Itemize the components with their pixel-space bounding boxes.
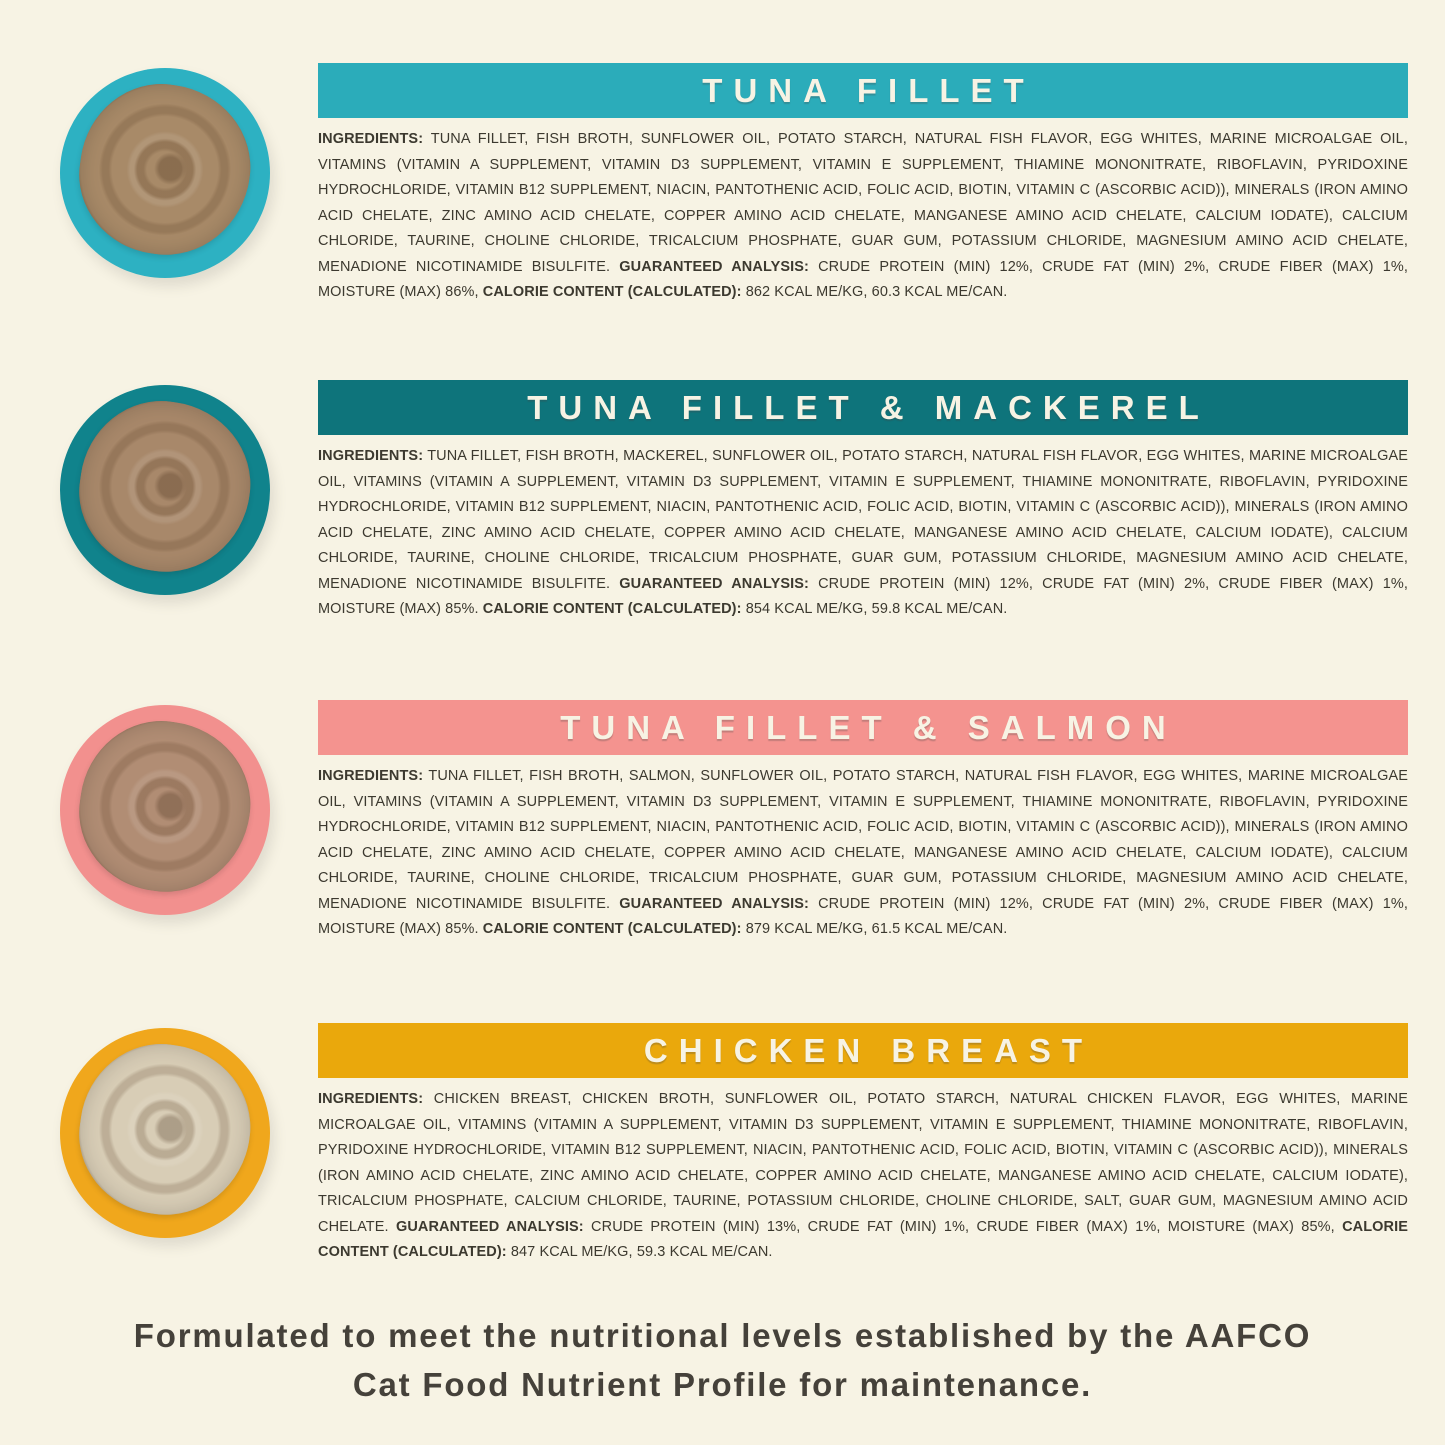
ingredients-text: TUNA FILLET, FISH BROTH, MACKEREL, SUNFLOWER OIL, POTATO STARCH, NATURAL FISH FLAVOR, EGG WHITES, MARINE MICROALGAE OIL, VITAMINS (VITAMIN A SUPPLEMENT, VITAMIN D3 SUPPLEMENT, VITAMIN E SUPPLEMENT, THIAMINE MONONITRATE, RIBOFLAVIN, PYRIDOXINE HYDROCHLORIDE, VITAMIN B12 SUPPLEMENT, NIACIN, PANTOTHENIC ACID, FOLIC ACID, BIOTIN, VITAMIN C (ASCORBIC ACID)), MINERALS (IRON AMINO ACID CHELATE, ZINC AMINO ACID CHELATE, COPPER AMINO ACID CHELATE, MANGANESE AMINO ACID CHELATE, CALCIUM IODATE), CALCIUM CHLORIDE, TAURINE, CHOLINE CHLORIDE, TRICALCIUM PHOSPHATE, GUAR GUM, POTASSIUM CHLORIDE, MAGNESIUM AMINO ACID CHELATE, MENADIONE NICOTINAMIDE BISULFITE.	[318, 448, 1408, 592]
tuna-salmon-plate-photo	[60, 705, 270, 915]
tuna-fillet-plate-photo	[60, 68, 270, 278]
calorie-content-text: 879 KCAL ME/KG, 61.5 KCAL ME/CAN.	[745, 921, 1008, 937]
guaranteed-analysis-label: GUARANTEED ANALYSIS:	[619, 258, 809, 275]
ingredients-paragraph	[318, 127, 1408, 306]
ingredients-label: INGREDIENTS:	[318, 448, 424, 464]
pate-swirl-image	[69, 1034, 261, 1226]
ingredients-paragraph	[318, 764, 1408, 943]
ingredients-paragraph	[318, 444, 1408, 623]
ingredients-label: INGREDIENTS:	[318, 768, 424, 784]
ingredients-label: INGREDIENTS:	[318, 131, 424, 147]
section-title: TUNA FILLET & SALMON	[560, 708, 1177, 746]
ingredients-text: CHICKEN BREAST, CHICKEN BROTH, SUNFLOWER OIL, POTATO STARCH, NATURAL CHICKEN FLAVOR, EGG WHITES, MARINE MICROALGAE OIL, VITAMINS (VITAMIN A SUPPLEMENT, VITAMIN D3 SUPPLEMENT, VITAMIN E SUPPLEMENT, THIAMINE MONONITRATE, RIBOFLAVIN, PYRIDOXINE HYDROCHLORIDE, VITAMIN B12 SUPPLEMENT, NIACIN, PANTOTHENIC ACID, FOLIC ACID, BIOTIN, VITAMIN C (ASCORBIC ACID)), MINERALS (IRON AMINO ACID CHELATE, ZINC AMINO ACID CHELATE, COPPER AMINO ACID CHELATE, MANGANESE AMINO ACID CHELATE, CALCIUM IODATE), TRICALCIUM PHOSPHATE, CALCIUM CHLORIDE, TAURINE, POTASSIUM CHLORIDE, CHOLINE CHLORIDE, SALT, GUAR GUM, MAGNESIUM AMINO ACID CHELATE.	[318, 1091, 1408, 1235]
guaranteed-analysis-label: GUARANTEED ANALYSIS:	[395, 1218, 584, 1235]
ingredients-paragraph	[318, 1087, 1408, 1266]
aafco-statement	[0, 1311, 1445, 1409]
calorie-content-text: 847 KCAL ME/KG, 59.3 KCAL ME/CAN.	[510, 1244, 773, 1260]
section-header-banner	[318, 1023, 1408, 1078]
guaranteed-analysis-text: CRUDE PROTEIN (MIN) 12%, CRUDE FAT (MIN) 2%, CRUDE FIBER (MAX) 1%, MOISTURE (MAX) 86%,	[318, 258, 1408, 300]
aafco-statement-line2: Cat Food Nutrient Profile for maintenance.	[352, 1366, 1093, 1403]
guaranteed-analysis-label: GUARANTEED ANALYSIS:	[619, 895, 809, 912]
calorie-content-text: 854 KCAL ME/KG, 59.8 KCAL ME/CAN.	[745, 601, 1008, 617]
guaranteed-analysis-text: CRUDE PROTEIN (MIN) 13%, CRUDE FAT (MIN) 1%, CRUDE FIBER (MAX) 1%, MOISTURE (MAX) 85%,	[591, 1218, 1335, 1235]
aafco-statement-line1: Formulated to meet the nutritional levels established by the AAFCO	[133, 1317, 1312, 1354]
guaranteed-analysis-text: CRUDE PROTEIN (MIN) 12%, CRUDE FAT (MIN) 2%, CRUDE FIBER (MAX) 1%, MOISTURE (MAX) 85%.	[318, 895, 1408, 937]
section-title: CHICKEN BREAST	[643, 1031, 1094, 1069]
pate-swirl-image	[69, 711, 261, 903]
calorie-content-label: CALORIE CONTENT (CALCULATED):	[482, 284, 742, 300]
section-header-banner	[318, 700, 1408, 755]
calorie-content-label: CALORIE CONTENT (CALCULATED):	[318, 1218, 1409, 1260]
calorie-content-text: 862 KCAL ME/KG, 60.3 KCAL ME/CAN.	[745, 284, 1008, 300]
section-title: TUNA FILLET	[702, 71, 1035, 109]
section-content	[318, 1023, 1408, 1280]
section-content	[318, 380, 1408, 637]
pate-swirl-image	[69, 74, 261, 266]
ingredients-text: TUNA FILLET, FISH BROTH, SALMON, SUNFLOWER OIL, POTATO STARCH, NATURAL FISH FLAVOR, EGG WHITES, MARINE MICROALGAE OIL, VITAMINS (VITAMIN A SUPPLEMENT, VITAMIN D3 SUPPLEMENT, VITAMIN E SUPPLEMENT, THIAMINE MONONITRATE, RIBOFLAVIN, PYRIDOXINE HYDROCHLORIDE, VITAMIN B12 SUPPLEMENT, NIACIN, PANTOTHENIC ACID, FOLIC ACID, BIOTIN, VITAMIN C (ASCORBIC ACID)), MINERALS (IRON AMINO ACID CHELATE, ZINC AMINO ACID CHELATE, COPPER AMINO ACID CHELATE, MANGANESE AMINO ACID CHELATE, CALCIUM IODATE), CALCIUM CHLORIDE, TAURINE, CHOLINE CHLORIDE, TRICALCIUM PHOSPHATE, GUAR GUM, POTASSIUM CHLORIDE, MAGNESIUM AMINO ACID CHELATE, MENADIONE NICOTINAMIDE BISULFITE.	[318, 768, 1408, 912]
calorie-content-label: CALORIE CONTENT (CALCULATED):	[482, 921, 742, 937]
chicken-breast-plate-photo	[60, 1028, 270, 1238]
ingredients-text: TUNA FILLET, FISH BROTH, SUNFLOWER OIL, POTATO STARCH, NATURAL FISH FLAVOR, EGG WHITES, MARINE MICROALGAE OIL, VITAMINS (VITAMIN A SUPPLEMENT, VITAMIN D3 SUPPLEMENT, VITAMIN E SUPPLEMENT, THIAMINE MONONITRATE, RIBOFLAVIN, PYRIDOXINE HYDROCHLORIDE, VITAMIN B12 SUPPLEMENT, NIACIN, PANTOTHENIC ACID, FOLIC ACID, BIOTIN, VITAMIN C (ASCORBIC ACID)), MINERALS (IRON AMINO ACID CHELATE, ZINC AMINO ACID CHELATE, COPPER AMINO ACID CHELATE, MANGANESE AMINO ACID CHELATE, CALCIUM IODATE), CALCIUM CHLORIDE, TAURINE, CHOLINE CHLORIDE, TRICALCIUM PHOSPHATE, GUAR GUM, POTASSIUM CHLORIDE, MAGNESIUM AMINO ACID CHELATE, MENADIONE NICOTINAMIDE BISULFITE.	[318, 131, 1408, 275]
guaranteed-analysis-label: GUARANTEED ANALYSIS:	[619, 575, 809, 592]
section-header-banner	[318, 63, 1408, 118]
section-content	[318, 700, 1408, 957]
section-header-banner	[318, 380, 1408, 435]
ingredients-label: INGREDIENTS:	[318, 1091, 424, 1107]
calorie-content-label: CALORIE CONTENT (CALCULATED):	[482, 601, 742, 617]
pate-swirl-image	[69, 391, 261, 583]
section-content	[318, 63, 1408, 320]
tuna-mackerel-plate-photo	[60, 385, 270, 595]
section-title: TUNA FILLET & MACKEREL	[527, 388, 1210, 426]
guaranteed-analysis-text: CRUDE PROTEIN (MIN) 12%, CRUDE FAT (MIN) 2%, CRUDE FIBER (MAX) 1%, MOISTURE (MAX) 85%.	[318, 575, 1408, 617]
